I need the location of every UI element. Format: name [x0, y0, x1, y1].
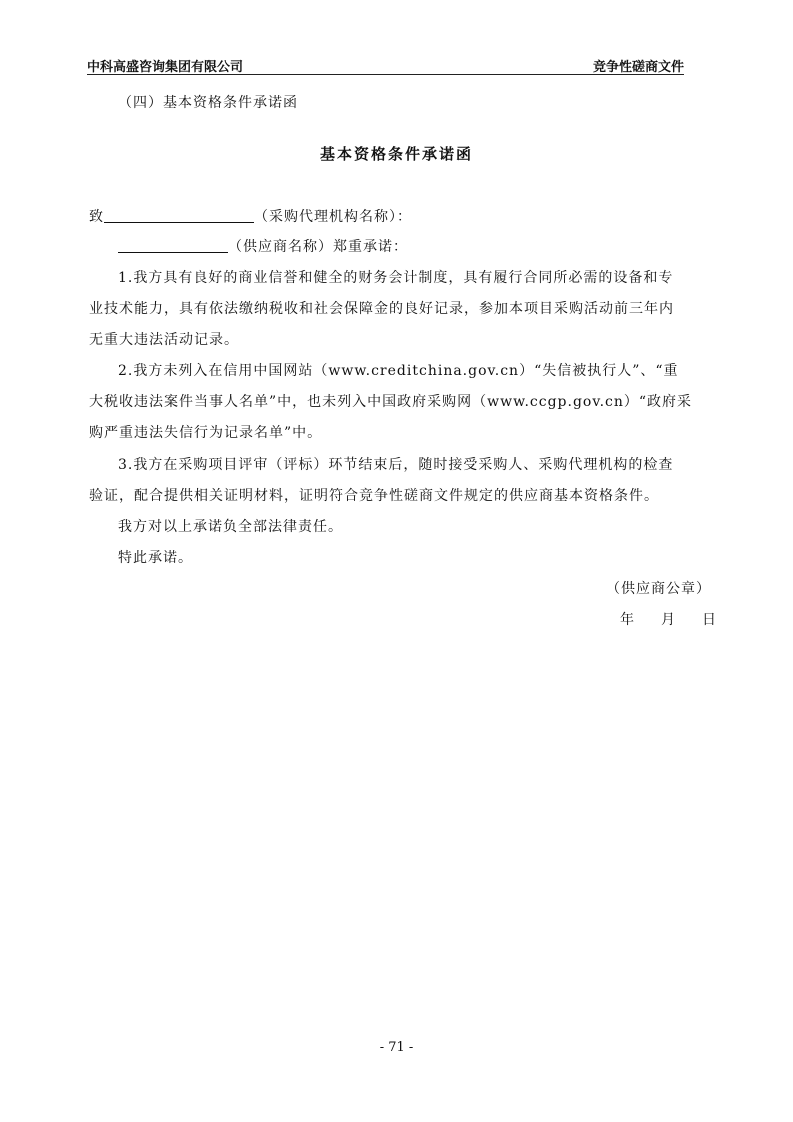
paragraph-1-line-2: 业技术能力，具有依法缴纳税收和社会保障金的良好记录，参加本项目采购活动前三年内 [89, 301, 674, 317]
addressee-suffix: （采购代理机构名称）： [254, 209, 412, 225]
day-label: 日 [702, 612, 717, 628]
addressee-prefix: 致 [89, 209, 104, 225]
addressee-line [89, 206, 412, 226]
paragraph-4: 我方对以上承诺负全部法律责任。 [118, 519, 343, 535]
paragraph-3-line-2: 验证，配合提供相关证明材料，证明符合竞争性磋商文件规定的供应商基本资格条件。 [89, 488, 659, 504]
paragraph-2-line-2: 大税收违法案件当事人名单”中，也未列入中国政府采购网（www.ccgp.gov.cn）“政府采 [89, 394, 693, 410]
supplier-line [118, 236, 408, 256]
paragraph-1-line-1: 1.我方具有良好的商业信誉和健全的财务会计制度，具有履行合同所必需的设备和专 [118, 270, 674, 286]
document-type: 竞争性磋商文件 [592, 60, 684, 75]
paragraph-3-line-1: 3.我方在采购项目评审（评标）环节结束后，随时接受采购人、采购代理机构的检查 [118, 457, 674, 473]
paragraph-2-line-1: 2.我方未列入在信用中国网站（www.creditchina.gov.cn）“失信被执行人”、“重 [118, 363, 679, 379]
page-number: - 71 - [379, 1040, 414, 1055]
page-header [87, 56, 684, 75]
paragraph-1-line-3: 无重大违法活动记录。 [89, 332, 239, 348]
company-name: 中科高盛咨询集团有限公司 [87, 60, 244, 75]
page-title: 基本资格条件承诺函 [319, 145, 473, 163]
supplier-seal-label: （供应商公章） [606, 581, 711, 597]
paragraph-2-line-3: 购严重违法失信行为记录名单”中。 [89, 425, 323, 441]
month-label: 月 [661, 612, 676, 628]
paragraph-5: 特此承诺。 [118, 550, 193, 566]
section-label: （四）基本资格条件承诺函 [118, 95, 298, 111]
signature-date [620, 609, 717, 629]
supplier-line-suffix: （供应商名称）郑重承诺： [228, 239, 408, 255]
year-label: 年 [620, 612, 635, 628]
agency-name-blank[interactable] [104, 208, 254, 223]
supplier-name-blank[interactable] [118, 238, 228, 253]
